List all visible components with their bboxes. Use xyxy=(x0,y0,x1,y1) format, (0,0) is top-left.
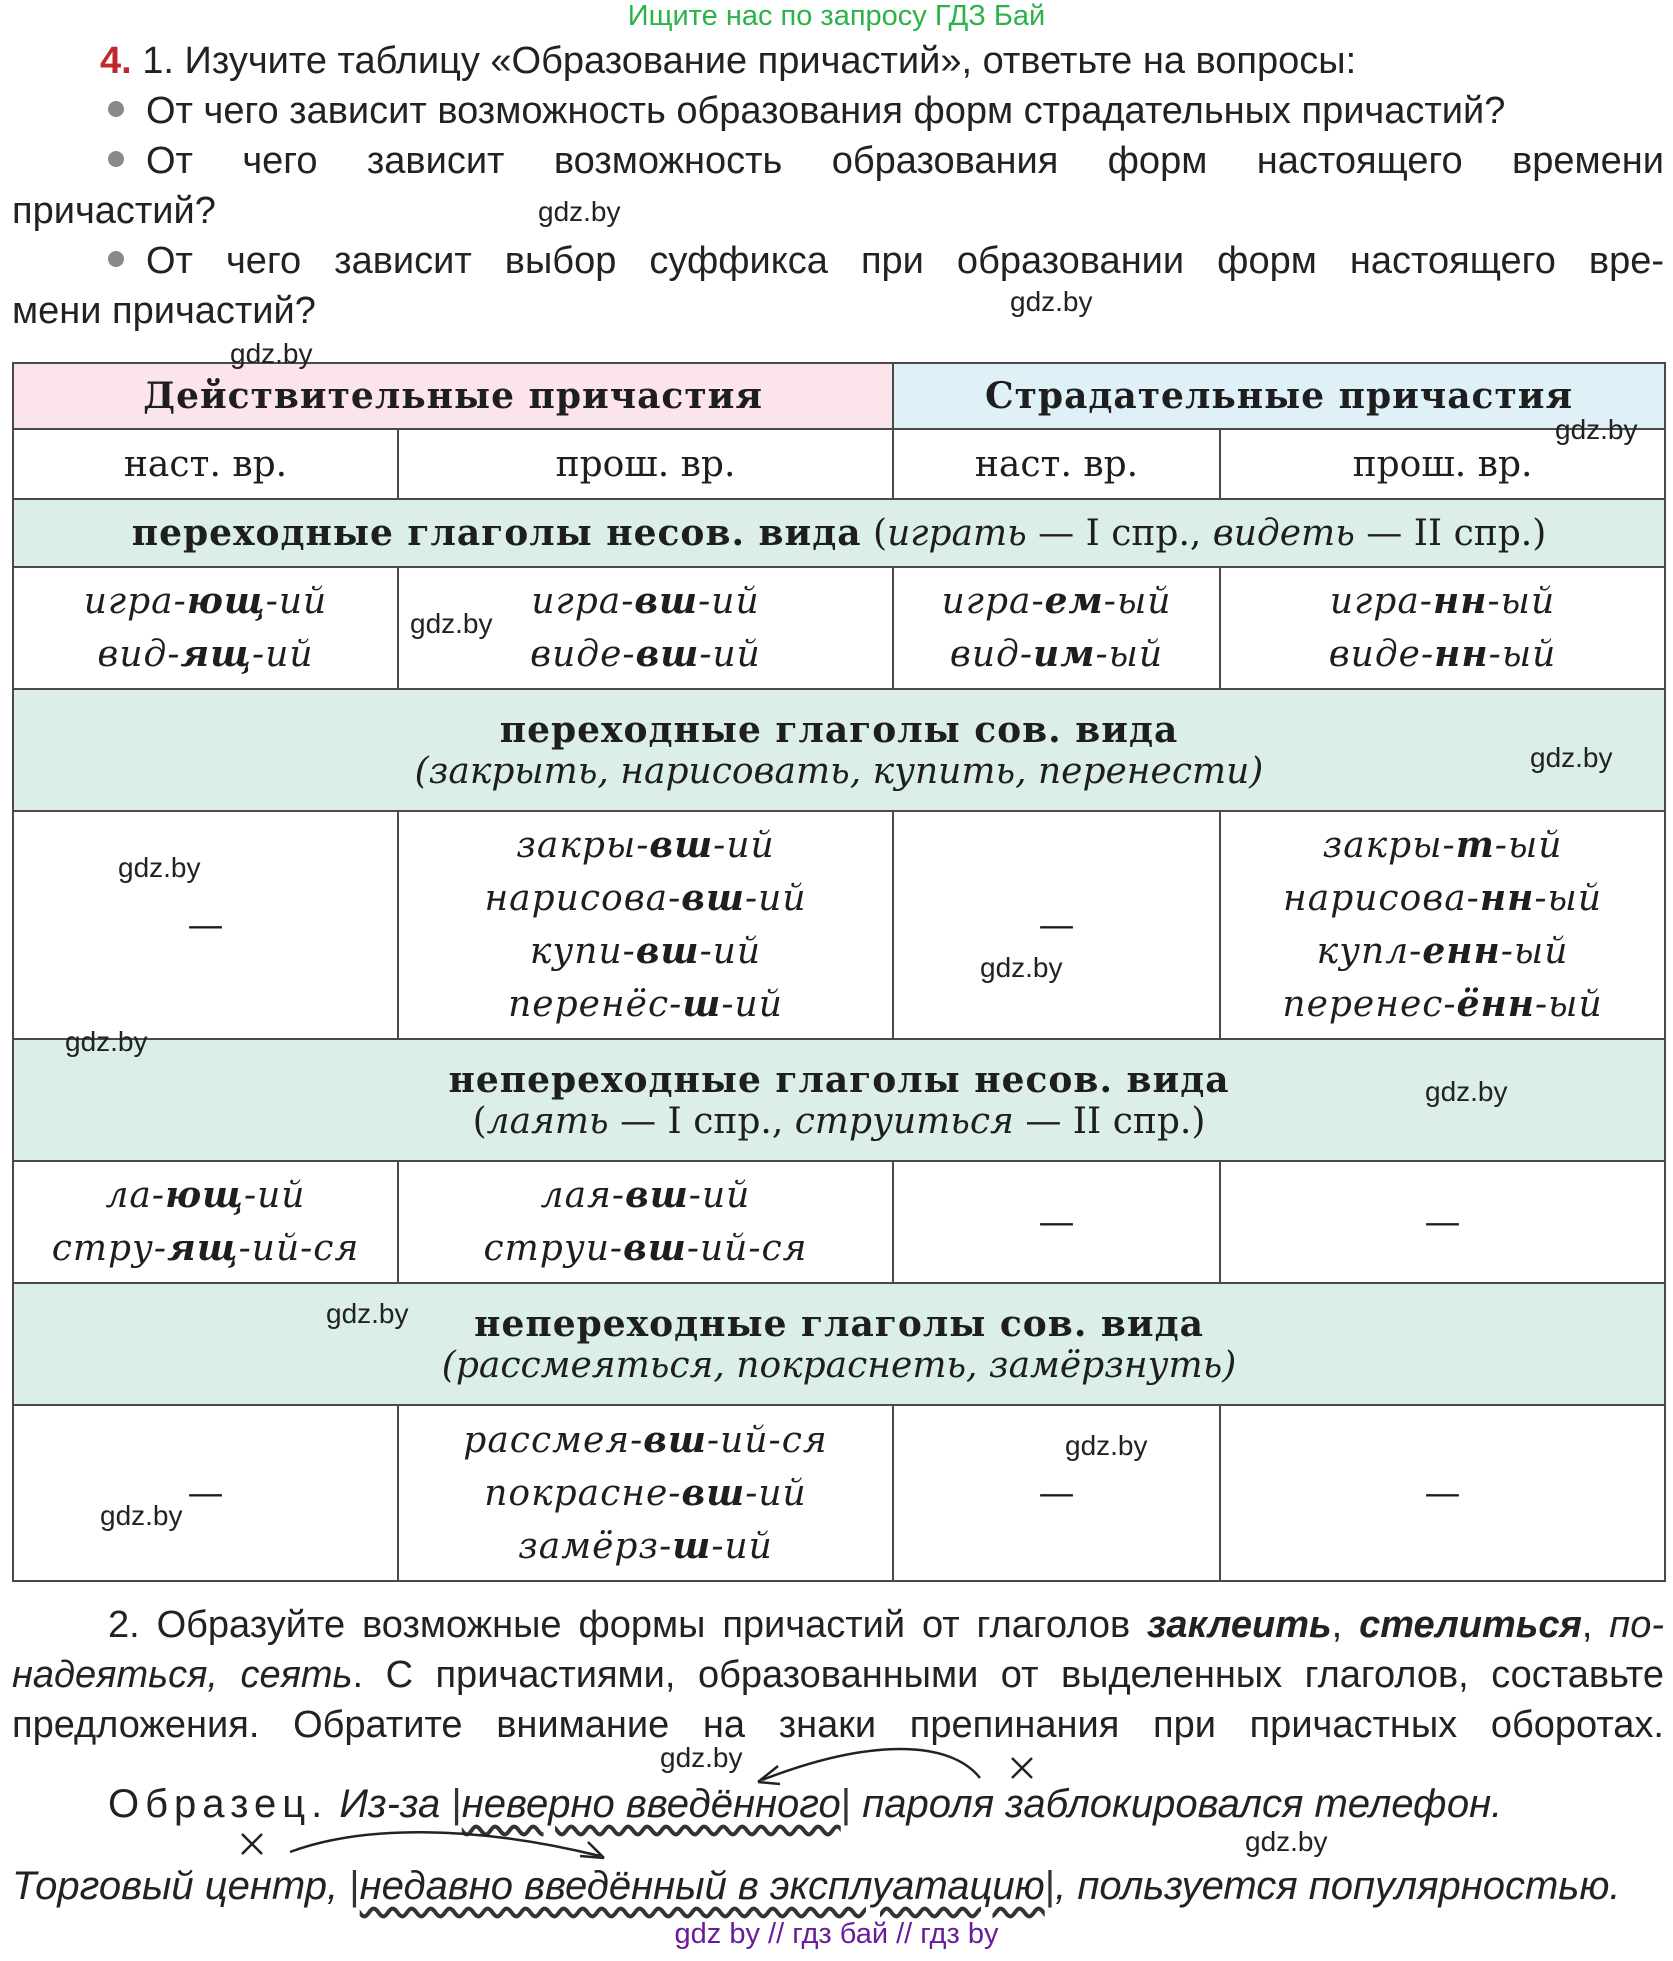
g3-active-present xyxy=(13,1161,398,1283)
comma: , xyxy=(1581,1604,1610,1646)
g3-active-past xyxy=(398,1161,893,1283)
form-line: ла-ющ-ий xyxy=(105,1174,306,1216)
form-line: закры-т-ый xyxy=(1322,824,1563,866)
watermark: gdz.by xyxy=(1530,742,1613,773)
comma: , xyxy=(1331,1604,1360,1646)
watermark: gdz.by xyxy=(660,1742,743,1773)
header-link[interactable]: Ищите нас по запросу ГДЗ Бай xyxy=(627,0,1046,32)
g4-passive-past: — xyxy=(1220,1405,1665,1581)
group-header-4 xyxy=(13,1283,1665,1405)
watermark: gdz.by xyxy=(326,1298,409,1329)
sentence-part: пароля заблокировался телефон. xyxy=(862,1782,1503,1826)
g4-passive-present: — xyxy=(893,1405,1220,1581)
group-title: переходные глаголы сов. вида xyxy=(499,708,1179,751)
form-line: закры-вш-ий xyxy=(516,824,775,866)
form-line: вид-ящ-ий xyxy=(97,633,314,675)
conjugation: — I спр., xyxy=(620,1100,784,1142)
form-line: нарисова-вш-ий xyxy=(484,877,807,919)
header-passive: Страдательные причастия xyxy=(893,363,1665,429)
question-2-line-2: причастий? xyxy=(12,190,216,232)
sentence-part: Торговый центр, xyxy=(12,1864,339,1908)
g4-active-past xyxy=(398,1405,893,1581)
form-line: перенёс-ш-ий xyxy=(508,983,783,1025)
group-title: непереходные глаголы несов. вида xyxy=(448,1058,1230,1101)
task-2-line-1 xyxy=(108,1600,1664,1650)
g1-active-present xyxy=(13,567,398,689)
question-1 xyxy=(108,86,1505,136)
g4-active-present: — xyxy=(13,1405,398,1581)
sentence-part: Из-за xyxy=(339,1782,441,1826)
watermark: gdz.by xyxy=(538,196,621,227)
question-3-line-2: мени причастий? xyxy=(12,290,316,332)
conjugation: — I спр., xyxy=(1038,513,1202,554)
task-intro xyxy=(100,36,1356,86)
form-line: лая-вш-ий xyxy=(540,1174,751,1216)
tense-present: наст. вр. xyxy=(893,429,1220,499)
group-header-2 xyxy=(13,689,1665,811)
paren: ( xyxy=(472,1100,487,1142)
form-line: игра-нн-ый xyxy=(1329,580,1556,622)
question-2-text: От чего зависит возможность образования форм настоящего времени xyxy=(146,140,1664,182)
footer-links[interactable]: gdz by // гдз бай // гдз by xyxy=(674,1918,999,1950)
group-header-3 xyxy=(13,1039,1665,1161)
form-line: рассмея-вш-ий-ся xyxy=(463,1418,828,1461)
watermark: gdz.by xyxy=(100,1500,183,1531)
form-line: виде-вш-ий xyxy=(530,633,761,675)
verb-example: струиться xyxy=(794,1100,1014,1142)
g2-active-past xyxy=(398,811,893,1039)
form-line: вид-им-ый xyxy=(949,633,1164,675)
watermark: gdz.by xyxy=(65,1026,148,1057)
tense-past: прош. вр. xyxy=(1220,429,1665,499)
participles-table xyxy=(12,362,1666,1582)
form-line: покрасне-вш-ий xyxy=(484,1471,807,1514)
form-line: игра-ем-ый xyxy=(941,580,1172,622)
verb-highlight: заклеить xyxy=(1147,1604,1332,1646)
g1-passive-past xyxy=(1220,567,1665,689)
task-2-line-2 xyxy=(12,1650,1664,1700)
sentence-part: , пользуется популярностью. xyxy=(1055,1864,1621,1908)
tense-past: прош. вр. xyxy=(398,429,893,499)
watermark: gdz.by xyxy=(980,952,1063,983)
form-line: стру-ящ-ий-ся xyxy=(51,1227,360,1269)
form-line: купи-вш-ий xyxy=(529,930,762,972)
sample-label: Образец. xyxy=(108,1782,329,1826)
g1-passive-present xyxy=(893,567,1220,689)
task-2-line-3: предложения. Обратите внимание на знаки препинания при причастных оборотах. xyxy=(12,1704,1664,1746)
verb-highlight: стелиться xyxy=(1359,1604,1582,1646)
g2-active-present: — xyxy=(13,811,398,1039)
paren: ( xyxy=(873,513,888,554)
task-number: 4. xyxy=(100,40,132,82)
task-2-text: 2. Образуйте возможные формы причастий от глаголов xyxy=(108,1604,1148,1646)
g3-passive-present: — xyxy=(893,1161,1220,1283)
watermark: gdz.by xyxy=(1245,1826,1328,1857)
watermark: gdz.by xyxy=(1555,414,1638,445)
bullet-icon xyxy=(108,251,124,267)
participle-phrase: недавно введённый в эксплуатацию xyxy=(359,1864,1045,1908)
form-line: виде-нн-ый xyxy=(1328,633,1557,675)
form-line: нарисова-нн-ый xyxy=(1283,877,1603,919)
group-title: переходные глаголы несов. вида xyxy=(131,512,862,554)
group-title: непереходные глаголы сов. вида xyxy=(474,1302,1204,1345)
verb-example: видеть xyxy=(1212,513,1355,554)
verb-example: лаять xyxy=(486,1100,609,1142)
participle-phrase: неверно введённого xyxy=(461,1782,841,1826)
form-line: игра-вш-ий xyxy=(531,580,760,622)
conjugation: — II спр.) xyxy=(1025,1100,1206,1142)
form-line: замёрз-ш-ий xyxy=(518,1524,773,1567)
bullet-icon xyxy=(108,101,124,117)
watermark: gdz.by xyxy=(230,338,313,369)
watermark: gdz.by xyxy=(410,608,493,639)
group-header-1 xyxy=(13,499,1665,567)
form-line: струи-вш-ий-ся xyxy=(483,1227,808,1269)
question-3-line-1 xyxy=(108,236,1664,286)
g2-passive-past xyxy=(1220,811,1665,1039)
watermark: gdz.by xyxy=(1425,1076,1508,1107)
question-2-line-1 xyxy=(108,136,1664,186)
conjugation: — II спр.) xyxy=(1366,513,1547,554)
form-line: игра-ющ-ий xyxy=(83,580,328,622)
task-intro-text: 1. Изучите таблицу «Образование причастий», ответьте на вопросы: xyxy=(142,40,1357,82)
header-active: Действительные причастия xyxy=(13,363,893,429)
verb-examples: (закрыть, нарисовать, купить, перенести) xyxy=(414,750,1264,792)
task-2-text: . С причастиями, образованными от выделенных глаголов, составьте xyxy=(352,1654,1665,1696)
question-1-text: От чего зависит возможность образования форм страдательных причастий? xyxy=(146,90,1506,132)
g3-passive-past: — xyxy=(1220,1161,1665,1283)
form-line: перенес-ённ-ый xyxy=(1282,983,1603,1025)
sample-sentence-2: Торговый центр, |недавно введённый в эксплуатацию|, пользуется популярностью. xyxy=(12,1864,1621,1908)
verb-example: играть xyxy=(887,513,1027,554)
g2-passive-present: — xyxy=(893,811,1220,1039)
tense-present: наст. вр. xyxy=(13,429,398,499)
watermark: gdz.by xyxy=(1010,286,1093,317)
verb-italic: по- xyxy=(1609,1604,1664,1646)
sample-sentence-1: Образец. Из-за |неверно введённого| пароля заблокировался телефон. xyxy=(108,1782,1503,1826)
verb-italic: надеяться, сеять xyxy=(12,1654,353,1696)
verb-examples: (рассмеяться, покраснеть, замёрзнуть) xyxy=(441,1344,1237,1386)
watermark: gdz.by xyxy=(1065,1430,1148,1461)
bullet-icon xyxy=(108,151,124,167)
question-3-text: От чего зависит выбор суффикса при образовании форм настоящего вре- xyxy=(146,240,1664,282)
watermark: gdz.by xyxy=(118,852,201,883)
form-line: купл-енн-ый xyxy=(1316,930,1569,972)
